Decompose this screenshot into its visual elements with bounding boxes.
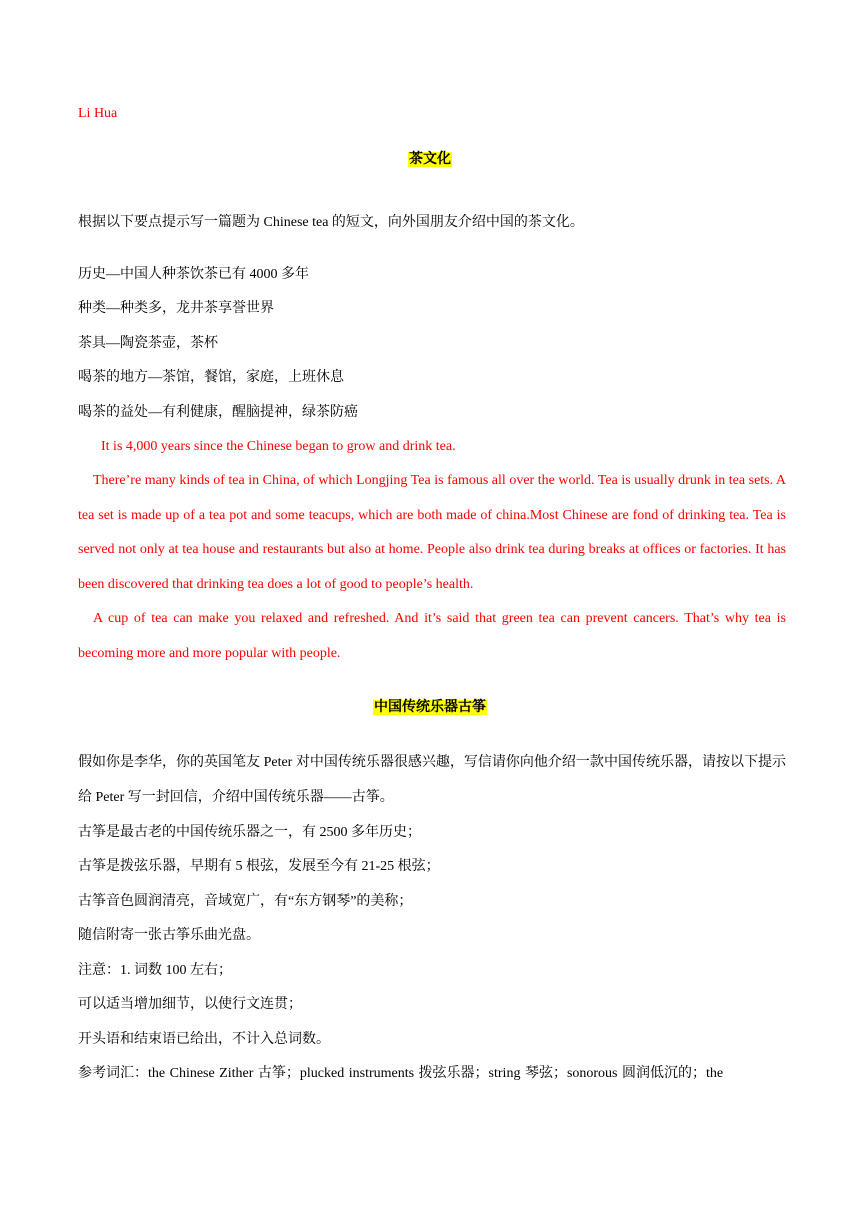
section1-point-2: 种类—种类多，龙井茶享誉世界 bbox=[78, 301, 274, 316]
section2-point-4: 随信附寄一张古筝乐曲光盘。 bbox=[78, 928, 260, 943]
section1-title-text: 茶文化 bbox=[409, 152, 451, 167]
section2-point-1: 古筝是最古老的中国传统乐器之一，有 2500 多年历史； bbox=[78, 825, 421, 840]
section1-title bbox=[0, 150, 860, 170]
essay-paragraph-1: It is 4,000 years since the Chinese began to grow and drink tea. bbox=[101, 439, 456, 454]
section1-point-5: 喝茶的益处—有利健康，醒脑提神，绿茶防癌 bbox=[78, 405, 358, 420]
section2-point-6: 可以适当增加细节，以使行文连贯； bbox=[78, 997, 302, 1012]
section2-point-2: 古筝是拨弦乐器，早期有 5 根弦，发展至今有 21-25 根弦； bbox=[78, 859, 440, 874]
essay-paragraph-2: There’re many kinds of tea in China, of which Longjing Tea is famous all over the world. Tea is usually drunk in tea sets. A tea set is made up of a tea pot and some teacups, which are both made of china.Most Chinese are fond of drinking tea. Tea is served not only at tea house and restaurants but also at home. People also drink tea during breaks at offices or factories. It has been discovered that drinking tea does a lot of good to people’s health. bbox=[78, 473, 786, 592]
section2-title-text: 中国传统乐器古筝 bbox=[374, 700, 486, 715]
section1-point-3: 茶具—陶瓷茶壶，茶杯 bbox=[78, 336, 218, 351]
section2-point-3: 古筝音色圆润清亮，音域宽广，有“东方钢琴”的美称； bbox=[78, 894, 413, 909]
section2-point-7: 开头语和结束语已给出，不计入总词数。 bbox=[78, 1032, 330, 1047]
section2-prompt: 假如你是李华，你的英国笔友 Peter 对中国传统乐器很感兴趣，写信请你向他介绍一款中国传统乐器，请按以下提示给 Peter 写一封回信，介绍中国传统乐器——古筝。 bbox=[78, 755, 786, 805]
section2-vocab: 参考词汇：the Chinese Zither 古筝；plucked instruments 拨弦乐器；string 琴弦；sonorous 圆润低沉的；the bbox=[78, 1066, 724, 1081]
section1-prompt: 根据以下要点提示写一篇题为 Chinese tea 的短文，向外国朋友介绍中国的茶文化。 bbox=[78, 215, 584, 230]
author-name: Li Hua bbox=[78, 106, 118, 121]
section2-note: 注意：1. 词数 100 左右； bbox=[78, 963, 232, 978]
section1-point-4: 喝茶的地方—茶馆，餐馆，家庭，上班休息 bbox=[78, 370, 344, 385]
essay-paragraph-3: A cup of tea can make you relaxed and refreshed. And it’s said that green tea can prevent cancers. That’s why tea is becoming more and more popular with people. bbox=[78, 611, 786, 661]
section1-point-1: 历史—中国人种茶饮茶已有 4000 多年 bbox=[78, 267, 309, 282]
section2-title bbox=[0, 698, 860, 718]
